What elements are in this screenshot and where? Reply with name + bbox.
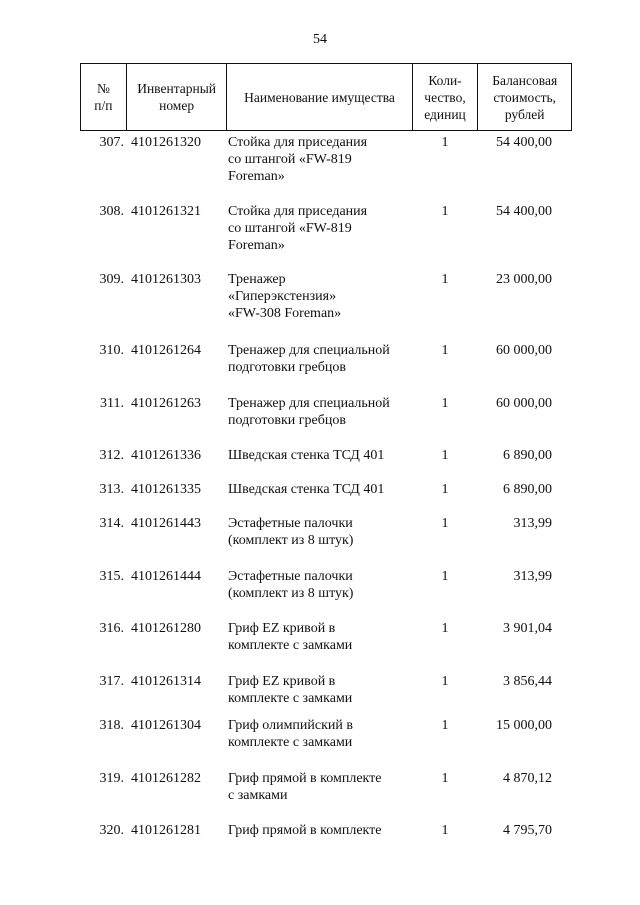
balance-cost: 54 400,00	[496, 204, 552, 219]
row-number: 315.	[99, 569, 124, 584]
balance-cost: 313,99	[513, 569, 552, 584]
quantity: 1	[441, 621, 449, 636]
inventory-number: 4101261263	[131, 396, 201, 411]
inventory-number: 4101261336	[131, 448, 201, 463]
quantity: 1	[441, 771, 449, 786]
row-number: 320.	[99, 823, 124, 838]
inventory-number: 4101261320	[131, 135, 201, 150]
balance-cost: 6 890,00	[503, 482, 552, 497]
property-name: Эстафетные палочки (комплект из 8 штук)	[228, 516, 354, 548]
row-number: 316.	[99, 621, 124, 636]
inventory-number: 4101261264	[131, 343, 201, 358]
page-number: 54	[313, 32, 327, 47]
property-name: Гриф прямой в комплекте с замками	[228, 771, 382, 803]
quantity: 1	[441, 272, 449, 287]
row-number: 314.	[99, 516, 124, 531]
balance-cost: 4 795,70	[503, 823, 552, 838]
inventory-number: 4101261444	[131, 569, 201, 584]
header-inventory-number: Инвентарный номер	[127, 64, 228, 130]
inventory-number: 4101261282	[131, 771, 201, 786]
quantity: 1	[441, 516, 449, 531]
header-num: № п/п	[81, 64, 127, 130]
header-balance-cost: Балансовая стоимость, рублей	[492, 72, 558, 122]
property-name: Шведская стенка ТСД 401	[228, 482, 385, 497]
balance-cost: 23 000,00	[496, 272, 552, 287]
inventory-number: 4101261281	[131, 823, 201, 838]
quantity: 1	[441, 482, 449, 497]
quantity: 1	[441, 718, 449, 733]
balance-cost: 3 901,04	[503, 621, 552, 636]
quantity: 1	[441, 569, 449, 584]
property-name: Тренажер для специальной подготовки гребцов	[228, 343, 390, 375]
inventory-number: 4101261304	[131, 718, 201, 733]
row-number: 317.	[99, 674, 124, 689]
property-name: Стойка для приседания со штангой «FW-819 Foreman»	[228, 135, 368, 184]
balance-cost: 60 000,00	[496, 343, 552, 358]
row-number: 318.	[99, 718, 124, 733]
balance-cost: 6 890,00	[503, 448, 552, 463]
quantity: 1	[441, 674, 449, 689]
quantity: 1	[441, 135, 449, 150]
row-number: 319.	[99, 771, 124, 786]
balance-cost: 54 400,00	[496, 135, 552, 150]
balance-cost: 15 000,00	[496, 718, 552, 733]
property-name: Гриф EZ кривой в комплекте с замками	[228, 674, 353, 706]
row-number: 313.	[99, 482, 124, 497]
property-name: Гриф прямой в комплекте	[228, 823, 382, 838]
row-number: 308.	[99, 204, 124, 219]
inventory-number: 4101261280	[131, 621, 201, 636]
property-name: Эстафетные палочки (комплект из 8 штук)	[228, 569, 354, 601]
row-number: 307.	[99, 135, 124, 150]
balance-cost: 3 856,44	[503, 674, 552, 689]
inventory-number: 4101261314	[131, 674, 201, 689]
row-number: 309.	[99, 272, 124, 287]
property-name: Гриф олимпийский в комплекте с замками	[228, 718, 354, 750]
property-name: Тренажер для специальной подготовки гребцов	[228, 396, 390, 428]
property-name: Гриф EZ кривой в комплекте с замками	[228, 621, 353, 653]
row-number: 310.	[99, 343, 124, 358]
quantity: 1	[441, 204, 449, 219]
property-name: Стойка для приседания со штангой «FW-819 Foreman»	[228, 204, 368, 253]
balance-cost: 60 000,00	[496, 396, 552, 411]
quantity: 1	[441, 448, 449, 463]
row-number: 312.	[99, 448, 124, 463]
inventory-number: 4101261443	[131, 516, 201, 531]
inventory-number: 4101261321	[131, 204, 201, 219]
balance-cost: 4 870,12	[503, 771, 552, 786]
property-name: Тренажер «Гиперэкстензия» «FW-308 Foreman»	[228, 272, 342, 321]
header-property-name: Наименование имущества	[227, 64, 412, 130]
inventory-number: 4101261303	[131, 272, 201, 287]
inventory-number: 4101261335	[131, 482, 201, 497]
row-number: 311.	[100, 396, 124, 411]
quantity: 1	[441, 823, 449, 838]
quantity: 1	[441, 343, 449, 358]
header-quantity: Коли- чество, единиц	[413, 64, 479, 130]
quantity: 1	[441, 396, 449, 411]
property-name: Шведская стенка ТСД 401	[228, 448, 385, 463]
balance-cost: 313,99	[513, 516, 552, 531]
